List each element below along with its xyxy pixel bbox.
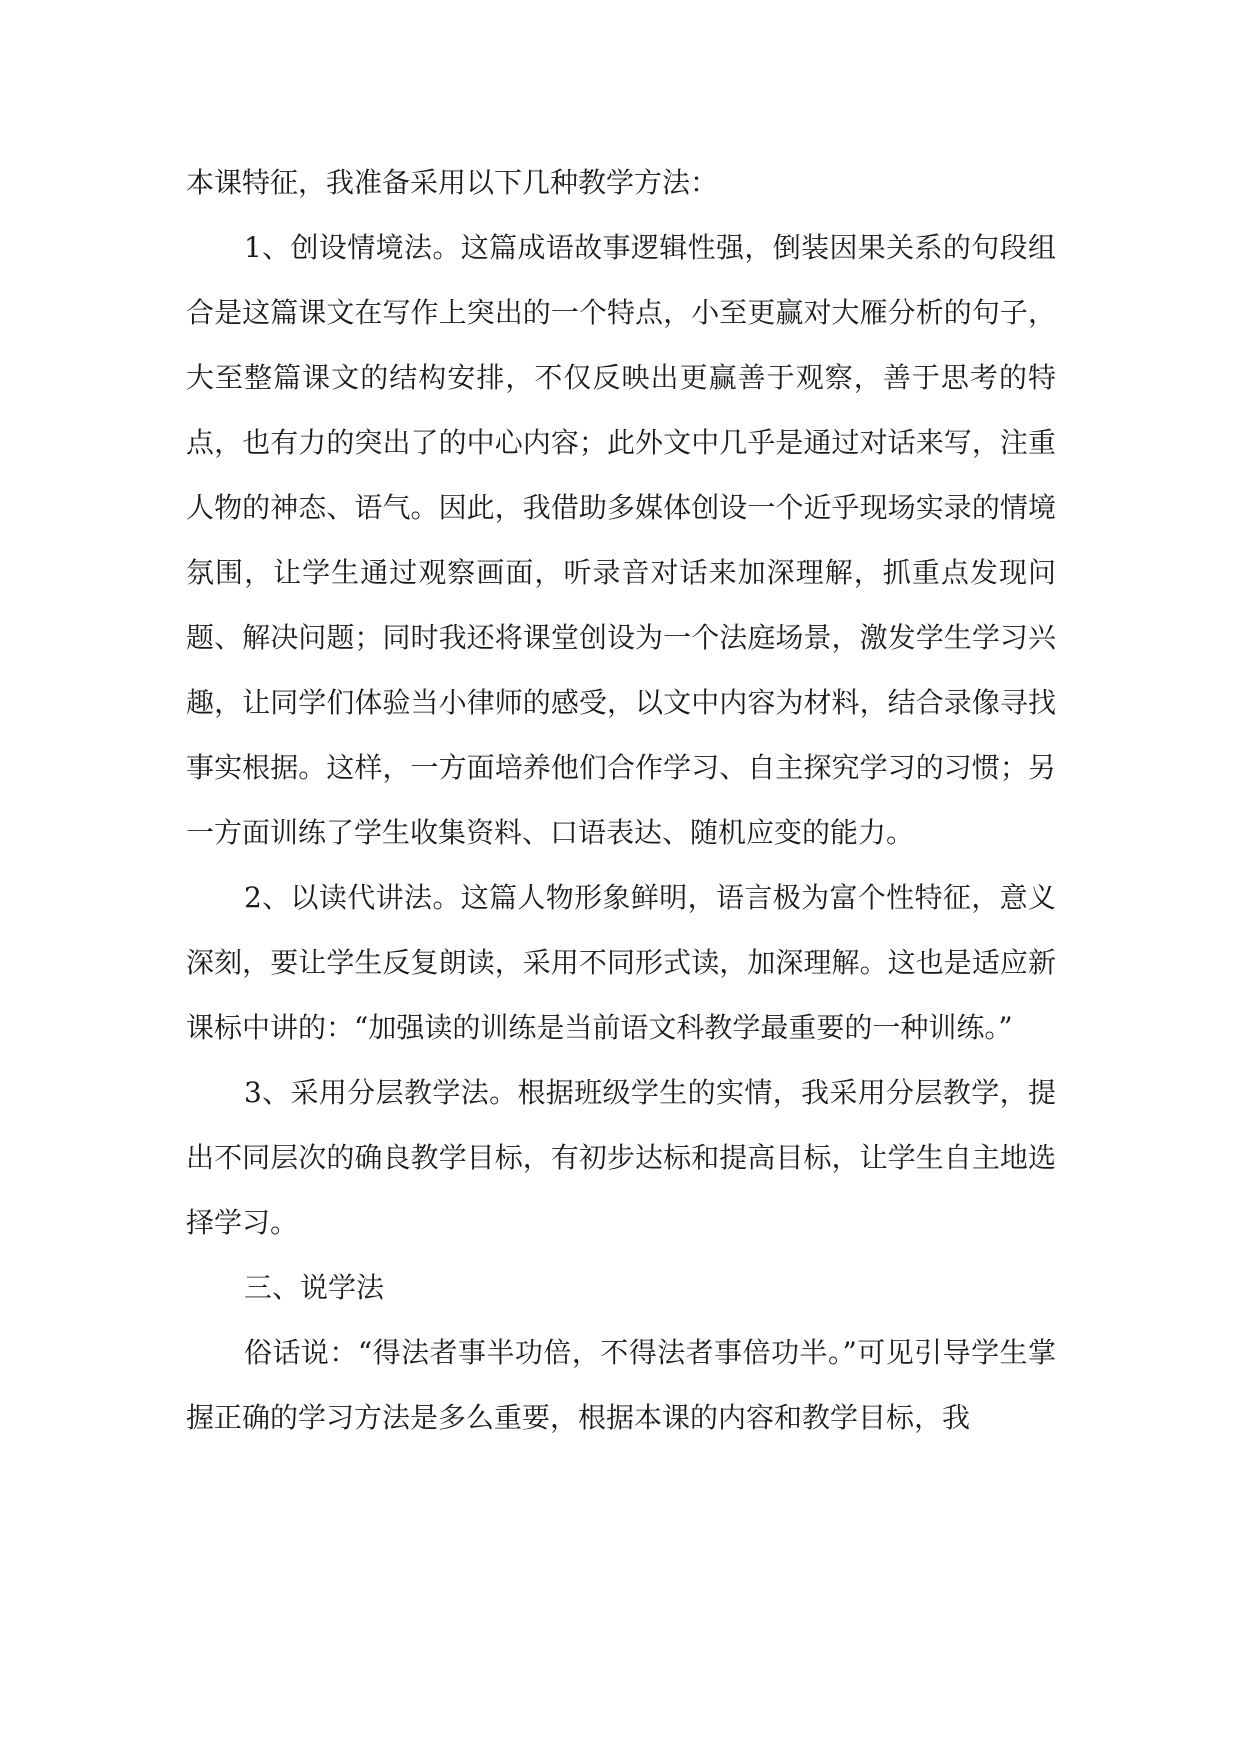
paragraph-learning-method: 俗话说：“得法者事半功倍，不得法者事倍功半。”可见引导学生掌握正确的学习方法是多么重要，根据本课的内容和教学目标，我 bbox=[186, 1336, 1056, 1434]
paragraph-method-2: 2、以读代讲法。这篇人物形象鲜明，语言极为富个性特征，意义深刻，要让学生反复朗读，采用不同形式读，加深理解。这也是适应新课标中讲的：“加强读的训练是当前语文科教学最重要的一种训练。” bbox=[186, 881, 1056, 1044]
document-body bbox=[186, 150, 1056, 1450]
paragraph-method-1: 1、创设情境法。这篇成语故事逻辑性强，倒装因果关系的句段组合是这篇课文在写作上突出的一个特点，小至更赢对大雁分析的句子，大至整篇课文的结构安排，不仅反映出更赢善于观察，善于思考的特点，也有力的突出了的中心内容；此外文中几乎是通过对话来写，注重人物的神态、语气。因此，我借助多媒体创设一个近乎现场实录的情境氛围，让学生通过观察画面，听录音对话来加深理解，抓重点发现问题、解决问题；同时我还将课堂创设为一个法庭场景，激发学生学习兴趣，让同学们体验当小律师的感受，以文中内容为材料，结合录像寻找事实根据。这样，一方面培养他们合作学习、自主探究学习的习惯；另一方面训练了学生收集资料、口语表达、随机应变的能力。 bbox=[186, 231, 1056, 849]
paragraph-method-3: 3、采用分层教学法。根据班级学生的实情，我采用分层教学，提出不同层次的确良教学目标，有初步达标和提高目标，让学生自主地选择学习。 bbox=[186, 1076, 1056, 1239]
section-heading-learning-method: 三、说学法 bbox=[244, 1271, 385, 1304]
paragraph-intro: 本课特征，我准备采用以下几种教学方法： bbox=[186, 166, 719, 199]
